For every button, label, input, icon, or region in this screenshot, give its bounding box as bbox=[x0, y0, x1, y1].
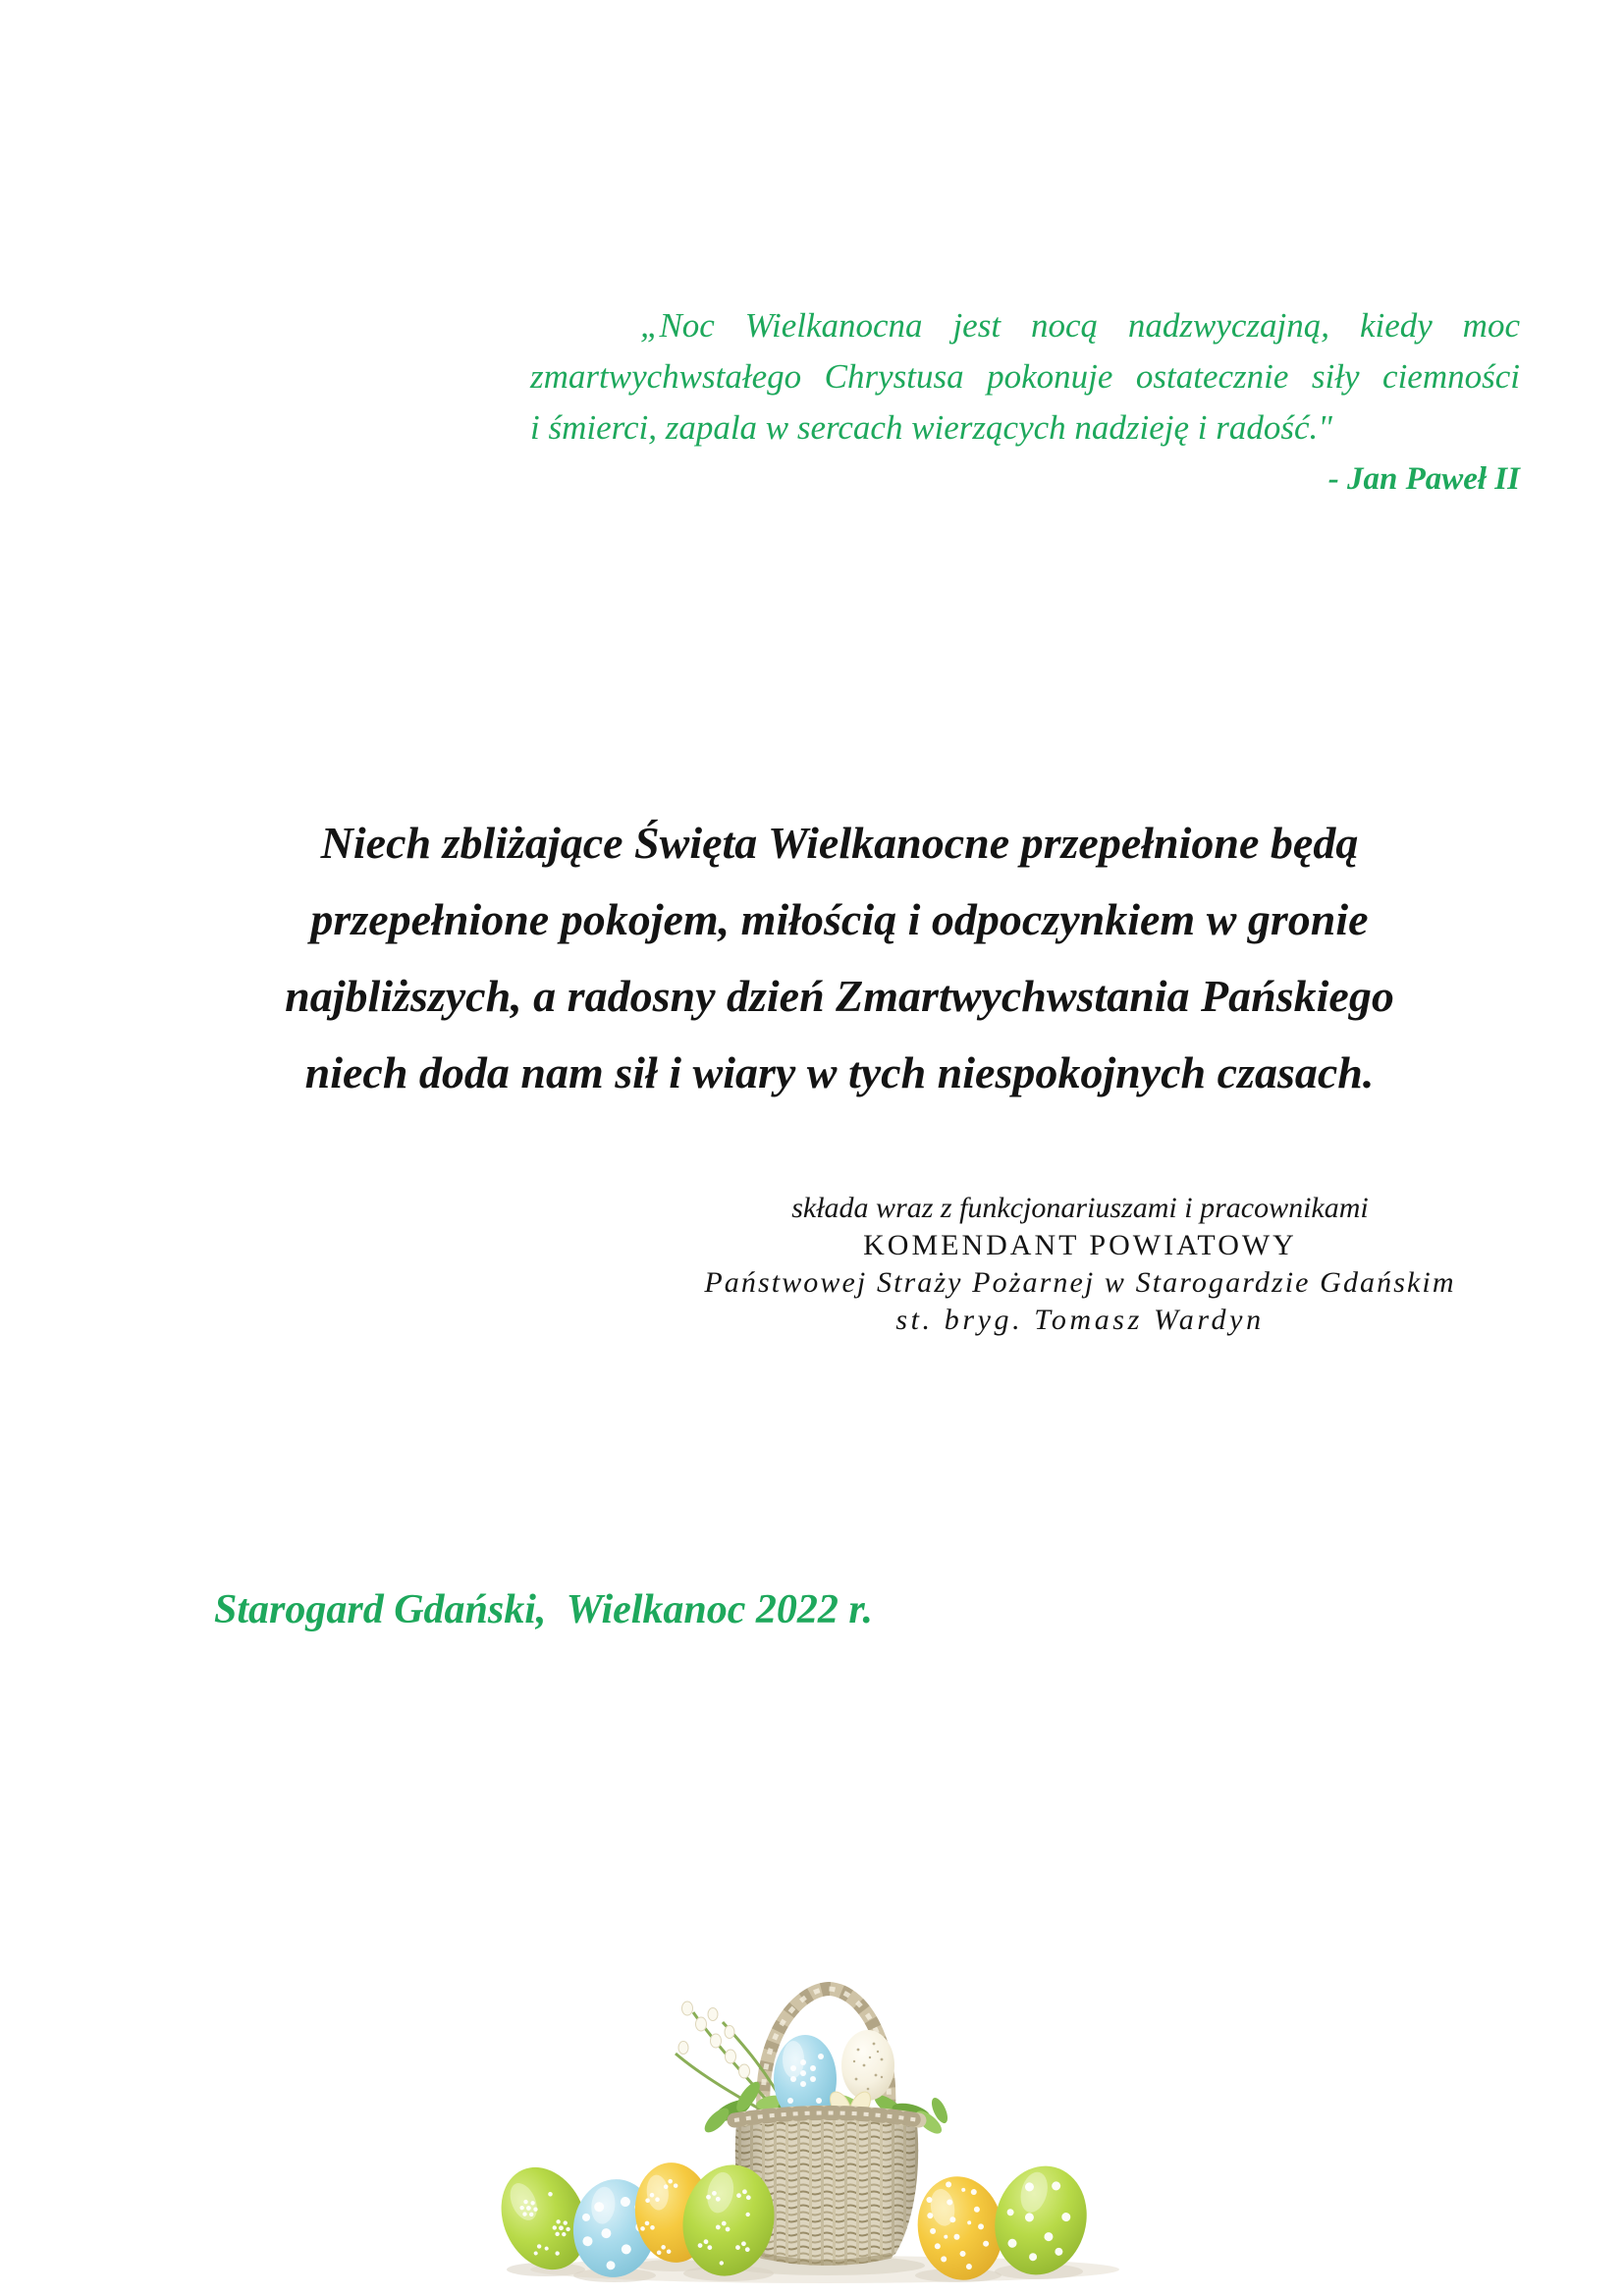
quote-block bbox=[530, 300, 1520, 454]
wish-line: niech doda nam sił i wiary w tych niespokojnych czasach. bbox=[304, 1047, 1375, 1097]
wish-line: Niech zbliżające Święta Wielkanocne przepełnione będą bbox=[320, 818, 1359, 868]
wishes-block bbox=[172, 805, 1507, 1111]
signature-title: KOMENDANT POWIATOWY bbox=[863, 1229, 1297, 1261]
wish-line: przepełnione pokojem, miłością i odpoczynkiem w gronie bbox=[310, 894, 1369, 944]
white-egg-in-basket bbox=[841, 2030, 894, 2101]
signature-prefix: składa wraz z funkcjonariuszami i pracownikami bbox=[791, 1192, 1369, 1224]
quote-line: „Noc Wielkanocna jest nocą nadzwyczajną, kiedy moc bbox=[640, 306, 1520, 345]
quote-attribution: - Jan Paweł II bbox=[1327, 461, 1520, 497]
signature-block bbox=[540, 1190, 1620, 1339]
wish-line: najbliższych, a radosny dzień Zmartwychwstania Pańskiego bbox=[285, 971, 1394, 1021]
dateline: Starogard Gdański, Wielkanoc 2022 r. bbox=[214, 1587, 873, 1632]
easter-basket-image bbox=[491, 1963, 1139, 2289]
quote-line: zmartwychwstałego Chrystusa pokonuje ostatecznie siły ciemności bbox=[530, 357, 1520, 396]
easter-basket-svg bbox=[491, 1963, 1139, 2289]
quote-line: i śmierci, zapala w sercach wierzących nadzieję i radość." bbox=[530, 408, 1332, 447]
signature-name: st. bryg. Tomasz Wardyn bbox=[895, 1304, 1265, 1336]
signature-subtitle: Państwowej Straży Pożarnej w Starogardzie Gdańskim bbox=[704, 1266, 1456, 1299]
